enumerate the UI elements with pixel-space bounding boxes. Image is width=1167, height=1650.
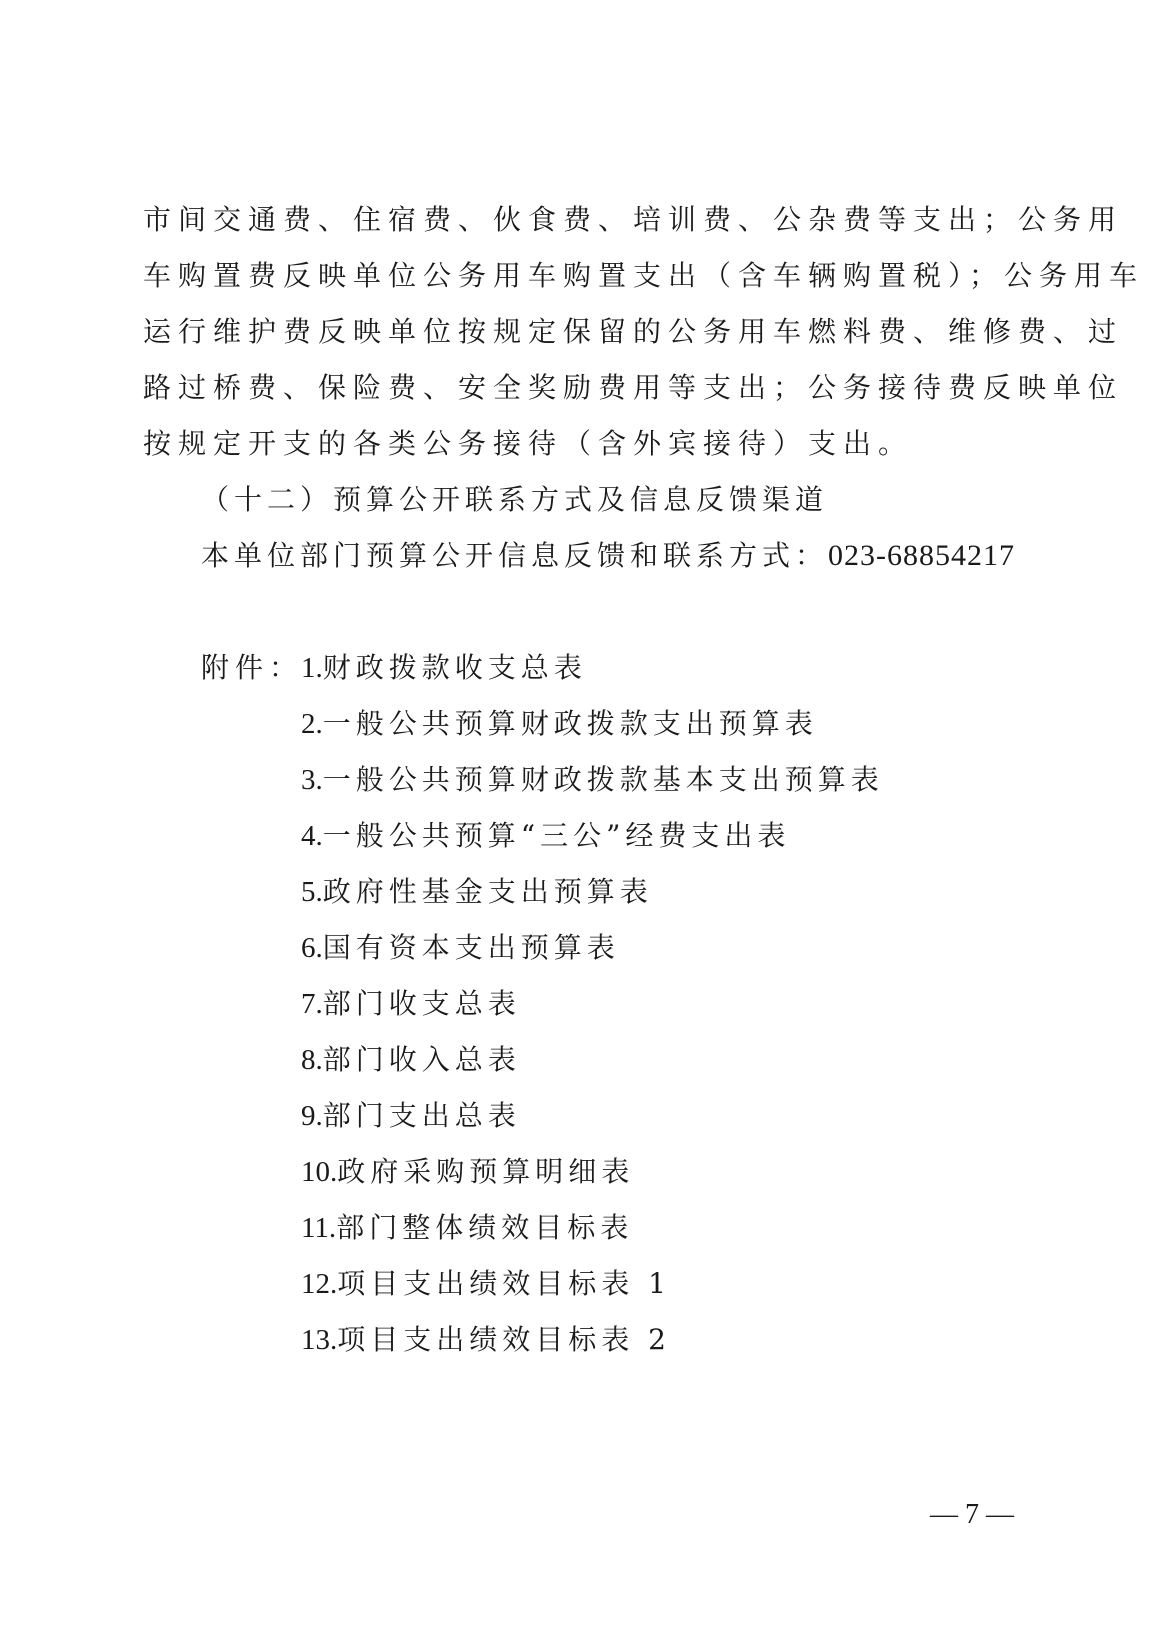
attachment-num: 3. [301, 764, 323, 796]
page-number: — 7 — [930, 1499, 1014, 1530]
attachment-title: 一般公共预算财政拨款基本支出预算表 [322, 763, 884, 796]
section-heading: （十二）预算公开联系方式及信息反馈渠道 [201, 483, 829, 516]
attachment-item-11 [301, 1208, 633, 1248]
attachment-item-9 [301, 1096, 521, 1136]
body-line-2: 车购置费反映单位公务用车购置支出（含车辆购置税）；公务用车 [143, 259, 1145, 292]
attachment-title: 部门整体绩效目标表 [336, 1211, 634, 1244]
attachment-num: 11. [301, 1212, 337, 1244]
attachment-title: 政府采购预算明细表 [337, 1155, 635, 1188]
attachment-num: 13. [301, 1324, 338, 1356]
attachment-item-2 [301, 704, 818, 744]
attachment-num: 4. [301, 820, 323, 852]
attachment-item-8 [301, 1040, 521, 1080]
attachment-num: 1. [301, 652, 323, 684]
attachment-item-3 [301, 760, 884, 800]
attachments-label: 附件： [201, 651, 304, 684]
attachment-title: 项目支出绩效目标表 1 [337, 1267, 671, 1300]
attachment-title: 部门收入总表 [322, 1043, 521, 1076]
attachment-num: 12. [301, 1268, 338, 1300]
attachment-item-10 [301, 1152, 634, 1192]
attachment-item-12 [301, 1264, 671, 1304]
attachment-num: 6. [301, 932, 323, 964]
attachment-title: 政府性基金支出预算表 [322, 875, 653, 908]
attachment-num: 7. [301, 988, 323, 1020]
attachment-item-7 [301, 984, 521, 1024]
attachment-item-13 [301, 1320, 671, 1360]
attachment-num: 2. [301, 708, 323, 740]
attachment-item-4 [301, 816, 790, 856]
attachment-title: 一般公共预算财政拨款支出预算表 [322, 707, 818, 740]
attachment-title: 部门收支总表 [322, 987, 521, 1020]
contact-label: 本单位部门预算公开信息反馈和联系方式： [201, 539, 829, 572]
attachment-title: 国有资本支出预算表 [322, 931, 620, 964]
contact-line [201, 536, 1015, 576]
body-line-5: 按规定开支的各类公务接待（含外宾接待）支出。 [143, 427, 914, 460]
attachment-title: 项目支出绩效目标表 2 [337, 1323, 671, 1356]
attachment-item-6 [301, 928, 620, 968]
attachment-title: 财政拨款收支总表 [322, 651, 587, 684]
attachment-title: 一般公共预算“三公”经费支出表 [322, 819, 791, 852]
attachment-num: 5. [301, 876, 323, 908]
attachment-num: 8. [301, 1044, 323, 1076]
body-line-3: 运行维护费反映单位按规定保留的公务用车燃料费、维修费、过 [143, 315, 1124, 348]
contact-phone: 023-68854217 [828, 539, 1016, 572]
body-line-1: 市间交通费、住宿费、伙食费、培训费、公杂费等支出；公务用 [143, 203, 1124, 236]
body-line-4: 路过桥费、保险费、安全奖励费用等支出；公务接待费反映单位 [143, 371, 1124, 404]
attachment-num: 9. [301, 1100, 323, 1132]
attachment-item-1 [301, 648, 587, 688]
attachment-item-5 [301, 872, 653, 912]
attachment-title: 部门支出总表 [322, 1099, 521, 1132]
attachment-num: 10. [301, 1156, 338, 1188]
